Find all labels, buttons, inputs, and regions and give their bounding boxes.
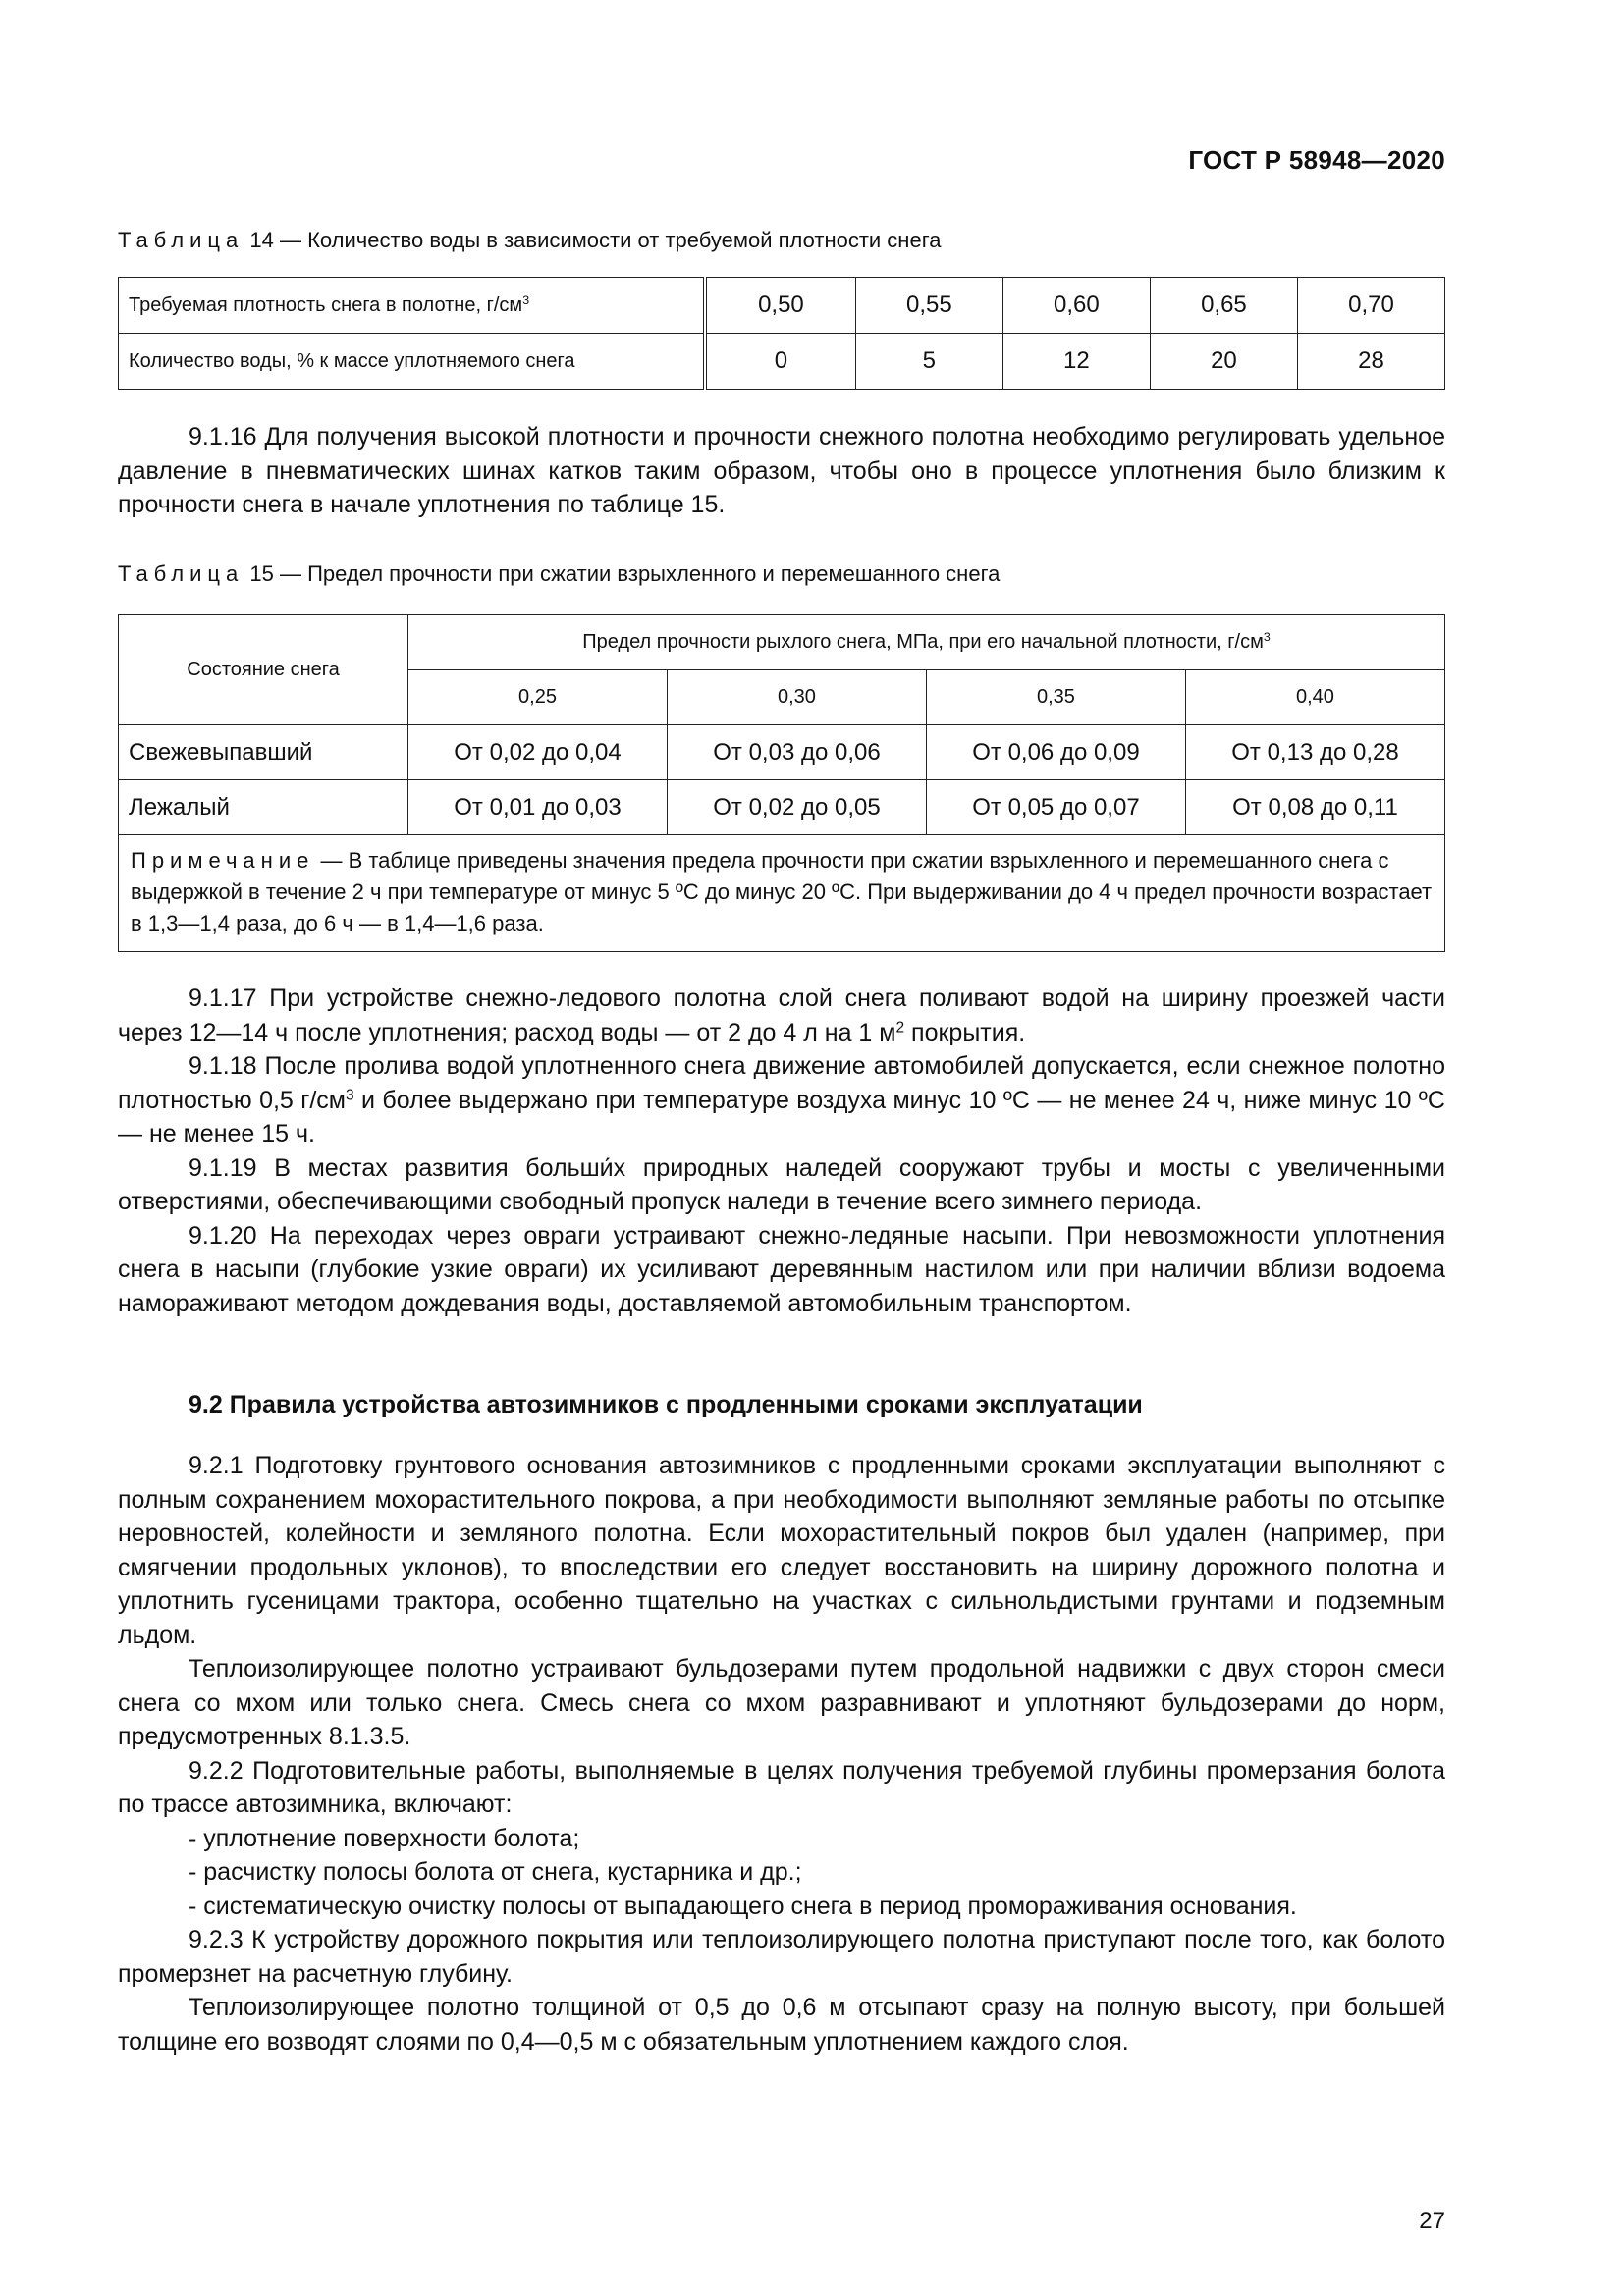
table-row [119,725,1445,780]
table-cell: От 0,08 до 0,11 [1185,780,1444,835]
table15-density: 0,25 [408,670,668,725]
paragraph-insulation-2: Теплоизолирующее полотно толщиной от 0,5 до 0,6 м отсыпают сразу на полную высоту, при большей толщине его возводят слоями по 0,4—0,5 м с обязательным уплотнением каждого слоя. [118,1994,1445,2056]
list-item: - систематическую очистку полосы от выпадающего снега в период промораживания основания. [189,1892,1297,1920]
table15-strength-header: Предел прочности рыхлого снега, МПа, при его начальной плотности, $г/см^3$ [408,615,1445,670]
paragraph-9-1-20: 9.1.20 На переходах через овраги устраивают снежно-ледяные насыпи. При невозможности уплотнения снега в насыпи (глубокие узкие овраги) их усиливают деревянным настилом или при наличии вблизи водоема намораживают методом дождевания воды, доставляемой автомобильным транспортом. [118,1221,1445,1317]
table-cell: 0,55 [855,278,1002,334]
paragraph-9-2-1: 9.2.1 Подготовку грунтового основания автозимников с продленными сроками эксплуатации выполняют с полным сохранением мохорастительного покрова, а при необходимости выполняют земляные работы по отсыпке неровностей, колейности и земляного полотна. Если мохорастительный покров был удален (например, при смягчении продольных уклонов), то впоследствии его следует восстановить на ширину дорожного полотна и уплотнить гусеницами трактора, особенно тщательно на участках с сильнольдистыми грунтами и подземным льдом. [118,1452,1445,1649]
table-cell: 0 [705,334,855,390]
table15-caption-text: 15 — Предел прочности при сжатии взрыхленного и перемешанного снега [244,561,1001,586]
table-cell: 5 [855,334,1002,390]
list-item: - расчистку полосы болота от снега, кустарника и др.; [189,1858,802,1886]
table15-density: 0,30 [667,670,926,725]
table14-row2-label: Количество воды, % к массе уплотняемого снега [119,334,706,390]
table-cell: От 0,01 до 0,03 [408,780,668,835]
table-cell: От 0,03 до 0,06 [667,725,926,780]
paragraph-9-1-17: 9.1.17 При устройстве снежно-ледового полотна слой снега поливают водой на ширину проезжей части через 12—14 ч после уплотнения; расход воды — от 2 до 4 л на 1 $м^2$ покрытия. [118,985,1445,1046]
table-cell: 28 [1297,334,1444,390]
paragraph-9-1-18: 9.1.18 После пролива водой уплотненного снега движение автомобилей допускается, если снежное полотно плотностью 0,5 $г/см^3$ и более выдержано при температуре воздуха минус 10 ºС — не менее 24 ч, ниже минус 10 ºС — не менее 15 ч. [118,1052,1445,1148]
table-cell: 0,65 [1150,278,1297,334]
table-cell: 0,60 [1002,278,1150,334]
table15-caption [118,561,1000,587]
table15 [118,614,1445,952]
table14-row1-label: Требуемая плотность снега в полотне, $г/см^3$ [119,278,706,334]
table-cell: 20 [1150,334,1297,390]
paragraph-block-4 [118,1449,1445,2058]
paragraph-9-2-3: 9.2.3 К устройству дорожного покрытия или теплоизолирующего полотна приступают после того, как болото промерзнет на расчетную глубину. [118,1926,1445,1988]
paragraph-block-1 [118,420,1445,522]
table15-state-header: Состояние снега [119,615,408,725]
document-id-header: ГОСТ Р 58948—2020 [1188,145,1445,175]
table-row [119,615,1445,670]
table14-caption [118,228,941,253]
table-row [119,334,1445,390]
table-cell: От 0,05 до 0,07 [926,780,1185,835]
table-row [119,835,1445,952]
paragraph-block-3 [118,1388,1445,1422]
table-cell: От 0,13 до 0,28 [1185,725,1444,780]
table-cell: 12 [1002,334,1150,390]
table15-density: 0,35 [926,670,1185,725]
table-row [119,278,1445,334]
table14 [118,277,1445,390]
table-cell: 0,70 [1297,278,1444,334]
paragraph-9-1-19: 9.1.19 В местах развития больши́х природных наледей сооружают трубы и мосты с увеличенными отверстиями, обеспечивающими свободный пропуск наледи в течение всего зимнего периода. [118,1153,1445,1215]
table15-row-label: Лежалый [119,780,408,835]
table15-note-label: Примечание [131,848,315,873]
table15-row-label: Свежевыпавший [119,725,408,780]
table15-caption-label: Таблица [118,561,244,586]
table-cell: 0,50 [705,278,855,334]
table-cell: От 0,02 до 0,05 [667,780,926,835]
paragraph-9-1-16: 9.1.16 Для получения высокой плотности и прочности снежного полотна необходимо регулировать удельное давление в пневматических шинах катков таким образом, чтобы оно в процессе уплотнения было близким к прочности снега в начале уплотнения по таблице 15. [118,423,1445,518]
table-cell: От 0,02 до 0,04 [408,725,668,780]
table14-caption-text: 14 — Количество воды в зависимости от требуемой плотности снега [244,228,942,252]
table-cell: От 0,06 до 0,09 [926,725,1185,780]
paragraph-9-2-2: 9.2.2 Подготовительные работы, выполняемые в целях получения требуемой глубины промерзания болота по трассе автозимника, включают: [118,1756,1445,1818]
table14-caption-label: Таблица [118,228,244,252]
table-row [119,780,1445,835]
section-heading-9-2: 9.2 Правила устройства автозимников с продленными сроками эксплуатации [189,1391,1143,1418]
table15-note [119,835,1445,952]
paragraph-insulation-1: Теплоизолирующее полотно устраивают бульдозерами путем продольной надвижки с двух сторон смеси снега со мхом или только снега. Смесь снега со мхом разравнивают и уплотняют бульдозерами до норм, предусмотренных 8.1.3.5. [118,1655,1445,1750]
table15-note-text: — В таблице приведены значения предела прочности при сжатии взрыхленного и перемешанного снега с выдержкой в течение 2 ч при температуре от минус 5 ºС до минус 20 ºС. При выдерживании до 4 ч предел прочности возрастает в 1,3—1,4 раза, до 6 ч — в 1,4—1,6 раза. [131,848,1433,935]
table15-density: 0,40 [1185,670,1444,725]
paragraph-block-2 [118,982,1445,1320]
page-number: 27 [1419,2208,1445,2234]
list-item: - уплотнение поверхности болота; [189,1824,580,1852]
